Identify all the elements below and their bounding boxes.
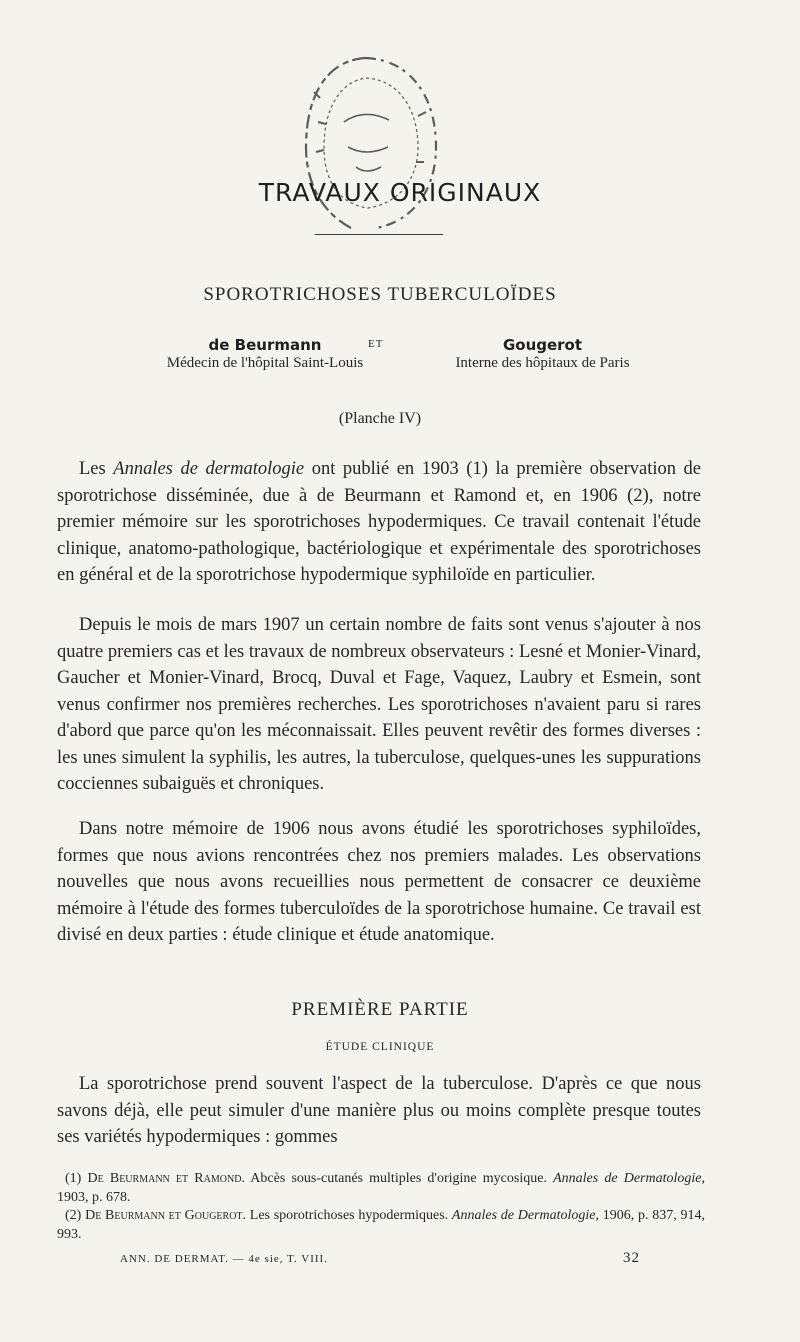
footnote-ref: 1903, p. 678. [57,1189,131,1205]
footnote-authors: De Beurmann et Gougerot. [85,1208,247,1223]
author-name: de Beurmann [208,336,322,354]
author-affiliation: Médecin de l'hôpital Saint-Louis [166,355,364,371]
footnote-2 [57,1207,705,1244]
subsection-title: ÉTUDE CLINIQUE [325,1041,435,1053]
footnote-marker: (2) [65,1208,86,1223]
footnote-journal: Annales de Dermatologie, [451,1208,599,1223]
journal-title: Annales de dermatologie [113,459,305,479]
paragraph-text: Depuis le mois de mars 1907 un certain nombre de faits sont venus s'ajouter à nos quatre premiers cas et les travaux de nombreux observateurs : Lesné et Monier-Vinard, Gaucher et Monier-Vinard, Brocq, Duval et Fage, Vaquez, Laubry et Esmein, sont venus confirmer nos premières recherches. Les sporotrichoses n'avaient paru si rares d'abord que parce qu'on les méconnaissait. Elles peuvent revêtir des formes diverses : les unes simulent la syphilis, les autres, la tuberculose, quelques-unes les suppurations cocciennes subaiguës et chroniques. [57,615,701,794]
article-title: SPOROTRICHOSES TUBERCULOÏDES [203,284,557,305]
paragraph-1 [57,456,701,589]
footnote-journal: Annales de Dermatologie, [553,1171,705,1186]
authors-block [0,336,800,376]
library-stamp-icon [296,52,446,242]
running-footer [120,1250,640,1273]
footnote-ref: 1906, p. 837, 914, 993. [57,1208,705,1242]
author-affiliation: Interne des hôpitaux de Paris [455,355,630,371]
paragraph-2 [57,612,701,798]
paragraph-3 [57,816,701,949]
text-run: ont publié en 1903 (1) la première observation de sporotrichose disséminée, due à de Beurmann et Ramond et, en 1906 (2), notre premier mémoire sur les sporotrichoses hypodermiques. Ce travail contenait l'étude clinique, anatomo-pathologique, bactériologique et expérimentale des sporotrichoses en général et de la sporotrichose hypodermique syphiloïde en particulier. [57,459,701,585]
footnote-1 [57,1170,705,1207]
section-header: TRAVAUX ORIGINAUX [258,178,542,207]
paragraph-text: Dans notre mémoire de 1906 nous avons étudié les sporotrichoses syphiloïdes, formes que nous avions rencontrées chez nos premiers malades. Les observations nouvelles que nous avons recueillies nous permettent de consacrer ce deuxième mémoire à l'étude des formes tuberculoïdes de la sporotrichose humaine. Ce travail est divisé en deux parties : étude clinique et étude anatomique. [57,819,701,945]
author-2 [415,336,670,373]
paragraph-text: La sporotrichose prend souvent l'aspect de la tuberculose. D'après ce que nous savons déjà, elle peut simuler d'une manière plus ou moins complète presque toutes ses variétés hypodermiques : gommes [57,1074,701,1147]
author-separator: ET [368,338,384,350]
footnote-authors: De Beurmann et Ramond. [87,1171,245,1186]
author-name: Gougerot [502,336,583,354]
footnote-marker: (1) [65,1171,88,1186]
plate-reference: (Planche IV) [338,410,422,427]
footnotes [57,1170,705,1244]
stamp-rule [315,234,443,235]
footnote-text: Les sporotrichoses hypodermiques. [246,1208,452,1223]
paragraph-4 [57,1071,701,1151]
page-number: 32 [623,1250,640,1266]
part-title: PREMIÈRE PARTIE [291,999,469,1020]
footnote-text: Abcès sous-cutanés multiples d'origine mycosique. [244,1171,554,1186]
text-run: Les [79,459,114,479]
journal-signature: ANN. DE DERMAT. — 4e sie, T. VIII. [120,1253,328,1265]
author-1 [165,336,365,373]
